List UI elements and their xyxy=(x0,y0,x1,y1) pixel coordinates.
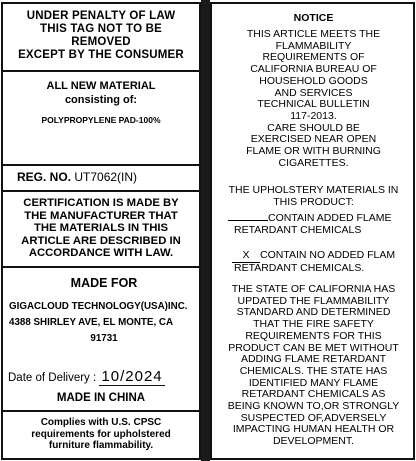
notice-body xyxy=(216,29,411,169)
certification-line: THE MANUFACTURER THAT xyxy=(24,209,178,222)
option-none-checkmark: X xyxy=(232,250,260,263)
state-line: BEING KNOWN TO,OR STRONGLY xyxy=(227,400,400,413)
state-line: RETARDANT CHEMICALS AS xyxy=(241,388,386,401)
state-line: IDENTIFIED MANY FLAME xyxy=(248,376,379,389)
notice-line: HOUSEHOLD GOODS xyxy=(259,74,368,87)
divider xyxy=(3,266,199,268)
compliance-line: Complies with U.S. CPSC xyxy=(40,417,162,428)
cpsc-compliance xyxy=(3,417,199,452)
state-line: UPDATED THE FLAMMABILITY xyxy=(237,294,390,307)
upholstery-statement xyxy=(216,185,411,208)
state-line: THE STATE OF CALIFORNIA HAS xyxy=(231,283,396,295)
compliance-line: requirements for upholstered xyxy=(31,428,171,440)
notice-line: EXERCISED NEAR OPEN xyxy=(250,133,377,146)
country-of-origin: MADE IN CHINA xyxy=(56,392,146,404)
notice-line: 117-2013. xyxy=(290,109,337,122)
notice-line: THIS ARTICLE MEETS THE xyxy=(246,28,381,40)
notice-line: FLAMMABILITY xyxy=(275,39,352,52)
state-statement xyxy=(216,284,411,448)
state-line: REQUIREMENTS FOR THIS xyxy=(245,329,382,342)
state-line: SUSPECTED OF,ADVERSELY xyxy=(240,411,387,424)
state-line: STANDARD AND DETERMINED xyxy=(236,306,391,319)
certification-line: CERTIFICATION IS MADE BY xyxy=(23,197,179,209)
delivery-date xyxy=(3,368,199,385)
reg-value: UT7062(IN) xyxy=(74,170,138,184)
notice-line: TECHNICAL BULLETIN xyxy=(257,98,370,111)
flammability-notice-panel xyxy=(210,2,415,460)
option-added-blank xyxy=(228,212,268,221)
warning-line: EXCEPT BY THE CONSUMER xyxy=(18,49,184,61)
notice-line: AND SERVICES xyxy=(274,86,353,99)
certification-statement xyxy=(3,197,199,260)
state-line: PRODUCT CAN BE MET WITHOUT xyxy=(228,341,399,354)
option-none-text: CONTAIN NO ADDED FLAM xyxy=(260,249,396,261)
notice-heading: NOTICE xyxy=(293,12,334,24)
option-added-text: RETARDANT CHEMICALS xyxy=(234,223,362,236)
certification-line: ARTICLE ARE DESCRIBED IN xyxy=(21,234,181,247)
warning-line: UNDER PENALTY OF LAW xyxy=(26,10,176,22)
registration-number xyxy=(3,170,199,184)
company-address: 4388 SHIRLEY AVE, EL MONTE, CA xyxy=(9,317,174,328)
notice-line: CIGARETTES. xyxy=(278,156,349,169)
divider xyxy=(3,190,199,192)
material-subheading: consisting of: xyxy=(64,94,138,106)
reg-label: REG. NO. xyxy=(17,170,72,184)
compliance-line: furniture flammability. xyxy=(48,440,154,451)
upholstery-line: THE UPHOLSTERY MATERIALS IN xyxy=(228,184,399,196)
label-separator xyxy=(201,0,210,461)
certification-line: THE MATERIALS IN THIS xyxy=(33,222,169,234)
option-none-text: RETARDANT CHEMICALS. xyxy=(234,261,365,274)
state-line: DEVELOPMENT. xyxy=(272,435,355,448)
option-added-text: CONTAIN ADDED FLAME xyxy=(268,212,392,224)
state-line: ADDING FLAME RETARDANT xyxy=(240,353,387,366)
notice-line: CARE SHOULD BE xyxy=(267,121,360,134)
material-heading: ALL NEW MATERIAL xyxy=(46,80,156,92)
option-no-added-chemicals xyxy=(232,250,416,274)
delivery-value: 10/2024 xyxy=(101,368,163,385)
material-section xyxy=(3,79,199,125)
law-label-panel xyxy=(1,2,201,460)
divider xyxy=(3,70,199,72)
warning-line: REMOVED xyxy=(71,36,131,48)
material-value: POLYPROPYLENE PAD-100% xyxy=(41,115,161,125)
notice-line: CALIFORNIA BUREAU OF xyxy=(250,63,377,76)
delivery-label: Date of Delivery : xyxy=(8,372,97,384)
state-line: THAT THE FIRE SAFETY xyxy=(253,318,374,331)
divider xyxy=(3,164,199,166)
state-line: CHEMICALS. THE STATE HAS xyxy=(239,364,388,377)
made-for-heading: MADE FOR xyxy=(70,276,138,290)
company-name: GIGACLOUD TECHNOLOGY(USA)INC. xyxy=(9,301,188,312)
option-added-chemicals xyxy=(228,212,413,236)
upholstery-line: THIS PRODUCT: xyxy=(273,195,354,208)
made-for-section xyxy=(3,276,199,347)
notice-line: FLAME OR WITH BURNING xyxy=(246,145,381,158)
divider xyxy=(3,410,199,412)
company-zip: 91731 xyxy=(90,333,118,344)
state-line: IMPACTING HUMAN HEALTH OR xyxy=(232,423,395,436)
warning-line: THIS TAG NOT TO BE xyxy=(39,23,162,35)
notice-line: REQUIREMENTS OF xyxy=(262,51,365,64)
certification-line: ACCORDANCE WITH LAW. xyxy=(28,247,174,259)
removal-warning xyxy=(3,10,199,62)
